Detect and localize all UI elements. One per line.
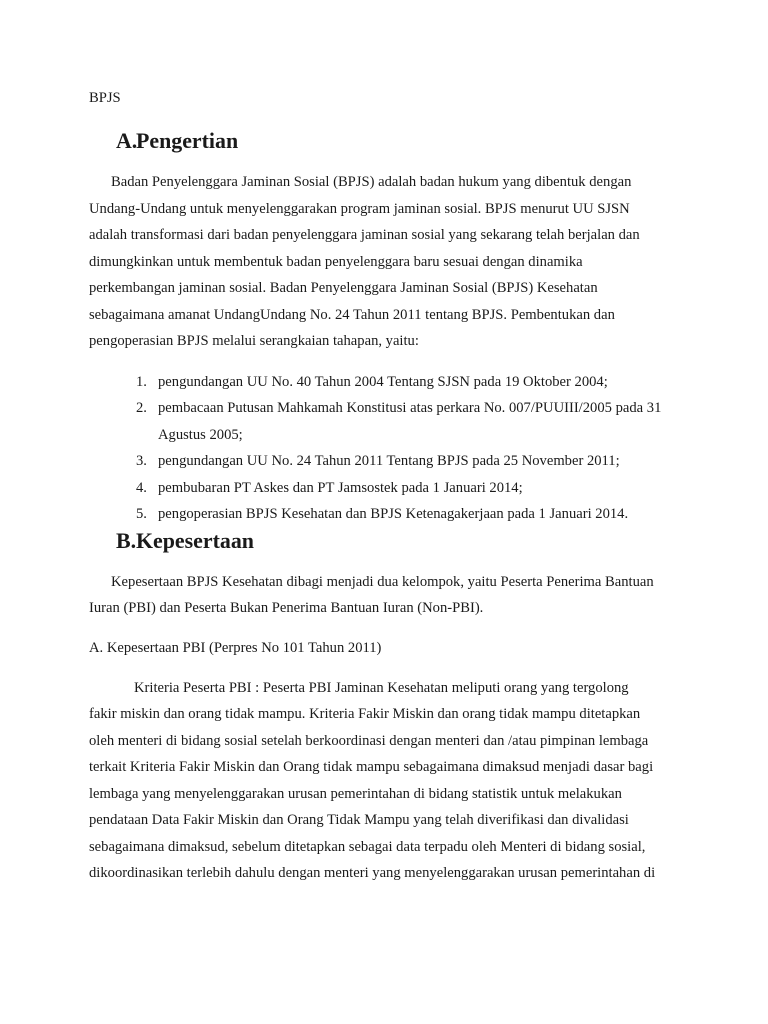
list-item bbox=[89, 369, 689, 396]
paragraph-line: dimungkinkan untuk membentuk badan penyelenggara baru sesuai dengan dinamika bbox=[89, 253, 583, 270]
list-item-text-continued: Agustus 2005; bbox=[158, 426, 243, 443]
paragraph-line: oleh menteri di bidang sosial setelah berkoordinasi dengan menteri dan /atau pimpinan lembaga bbox=[89, 732, 649, 749]
paragraph-line: sebagaimana dimaksud, sebelum ditetapkan sebagai data terpadu oleh Menteri di bidang sosial, bbox=[89, 838, 646, 855]
list-item-text: pengundangan UU No. 40 Tahun 2004 Tentang SJSN pada 19 Oktober 2004; bbox=[158, 373, 608, 390]
tahapan-list bbox=[89, 369, 689, 528]
list-item-number: 3. bbox=[136, 453, 147, 469]
paragraph-line: sebagaimana amanat UndangUndang No. 24 Tahun 2011 tentang BPJS. Pembentukan dan bbox=[89, 306, 615, 323]
section-a-title: Pengertian bbox=[136, 128, 239, 153]
list-item bbox=[89, 475, 689, 502]
list-item-text: pengundangan UU No. 24 Tahun 2011 Tentang BPJS pada 25 November 2011; bbox=[158, 453, 620, 469]
paragraph-line: Kepesertaan BPJS Kesehatan dibagi menjadi dua kelompok, yaitu Peserta Penerima Bantuan bbox=[111, 573, 654, 590]
paragraph-line: fakir miskin dan orang tidak mampu. Kriteria Fakir Miskin dan orang tidak mampu ditetapkan bbox=[89, 706, 641, 722]
list-item-text: pembacaan Putusan Mahkamah Konstitusi atas perkara No. 007/PUUIII/2005 pada 31 bbox=[158, 400, 662, 416]
paragraph-line: Undang-Undang untuk menyelenggarakan program jaminan sosial. BPJS menurut UU SJSN bbox=[89, 200, 630, 217]
section-b-paragraph bbox=[89, 569, 689, 622]
section-b-heading bbox=[89, 528, 689, 555]
paragraph-line: Iuran (PBI) dan Peserta Bukan Penerima Bantuan Iuran (Non-PBI). bbox=[89, 600, 484, 616]
list-item-text: pembubaran PT Askes dan PT Jamsostek pada 1 Januari 2014; bbox=[158, 479, 523, 496]
paragraph-line: terkait Kriteria Fakir Miskin dan Orang tidak mampu sebagaimana dimaksud menjadi dasar bagi bbox=[89, 759, 654, 775]
list-item-number: 4. bbox=[136, 479, 147, 496]
section-a-paragraph bbox=[89, 169, 689, 355]
paragraph-line: dikoordinasikan terlebih dahulu dengan menteri yang menyelenggarakan urusan pemerintahan di bbox=[89, 865, 656, 881]
section-a-letter: A. bbox=[116, 128, 138, 153]
paragraph-line: pengoperasian BPJS melalui serangkaian tahapan, yaitu: bbox=[89, 333, 419, 349]
section-a-heading bbox=[89, 128, 689, 155]
section-b-letter: B. bbox=[116, 527, 137, 553]
pbi-sub-heading: A. Kepesertaan PBI (Perpres No 101 Tahun 2011) bbox=[89, 639, 382, 656]
list-item-number: 5. bbox=[136, 506, 147, 522]
list-item bbox=[89, 501, 689, 528]
list-item bbox=[89, 448, 689, 475]
section-b-title: Kepesertaan bbox=[136, 527, 254, 553]
list-item bbox=[89, 395, 689, 448]
document-title: BPJS bbox=[89, 90, 121, 106]
paragraph-line: Kriteria Peserta PBI : Peserta PBI Jaminan Kesehatan meliputi orang yang tergolong bbox=[134, 679, 629, 696]
list-item-text: pengoperasian BPJS Kesehatan dan BPJS Ketenagakerjaan pada 1 Januari 2014. bbox=[158, 506, 629, 522]
paragraph-line: lembaga yang menyelenggarakan urusan pemerintahan di bidang statistik untuk melakukan bbox=[89, 785, 622, 802]
document-page bbox=[89, 85, 689, 887]
paragraph-line: Badan Penyelenggara Jaminan Sosial (BPJS) adalah badan hukum yang dibentuk dengan bbox=[111, 174, 632, 190]
pbi-paragraph bbox=[89, 675, 689, 887]
list-item-number: 1. bbox=[136, 373, 147, 390]
paragraph-line: perkembangan jaminan sosial. Badan Penyelenggara Jaminan Sosial (BPJS) Kesehatan bbox=[89, 280, 598, 296]
list-item-number: 2. bbox=[136, 400, 147, 416]
paragraph-line: pendataan Data Fakir Miskin dan Orang Tidak Mampu yang telah diverifikasi dan divalidasi bbox=[89, 812, 629, 828]
paragraph-line: adalah transformasi dari badan penyelenggara jaminan sosial yang sekarang telah berjalan dan bbox=[89, 227, 640, 243]
